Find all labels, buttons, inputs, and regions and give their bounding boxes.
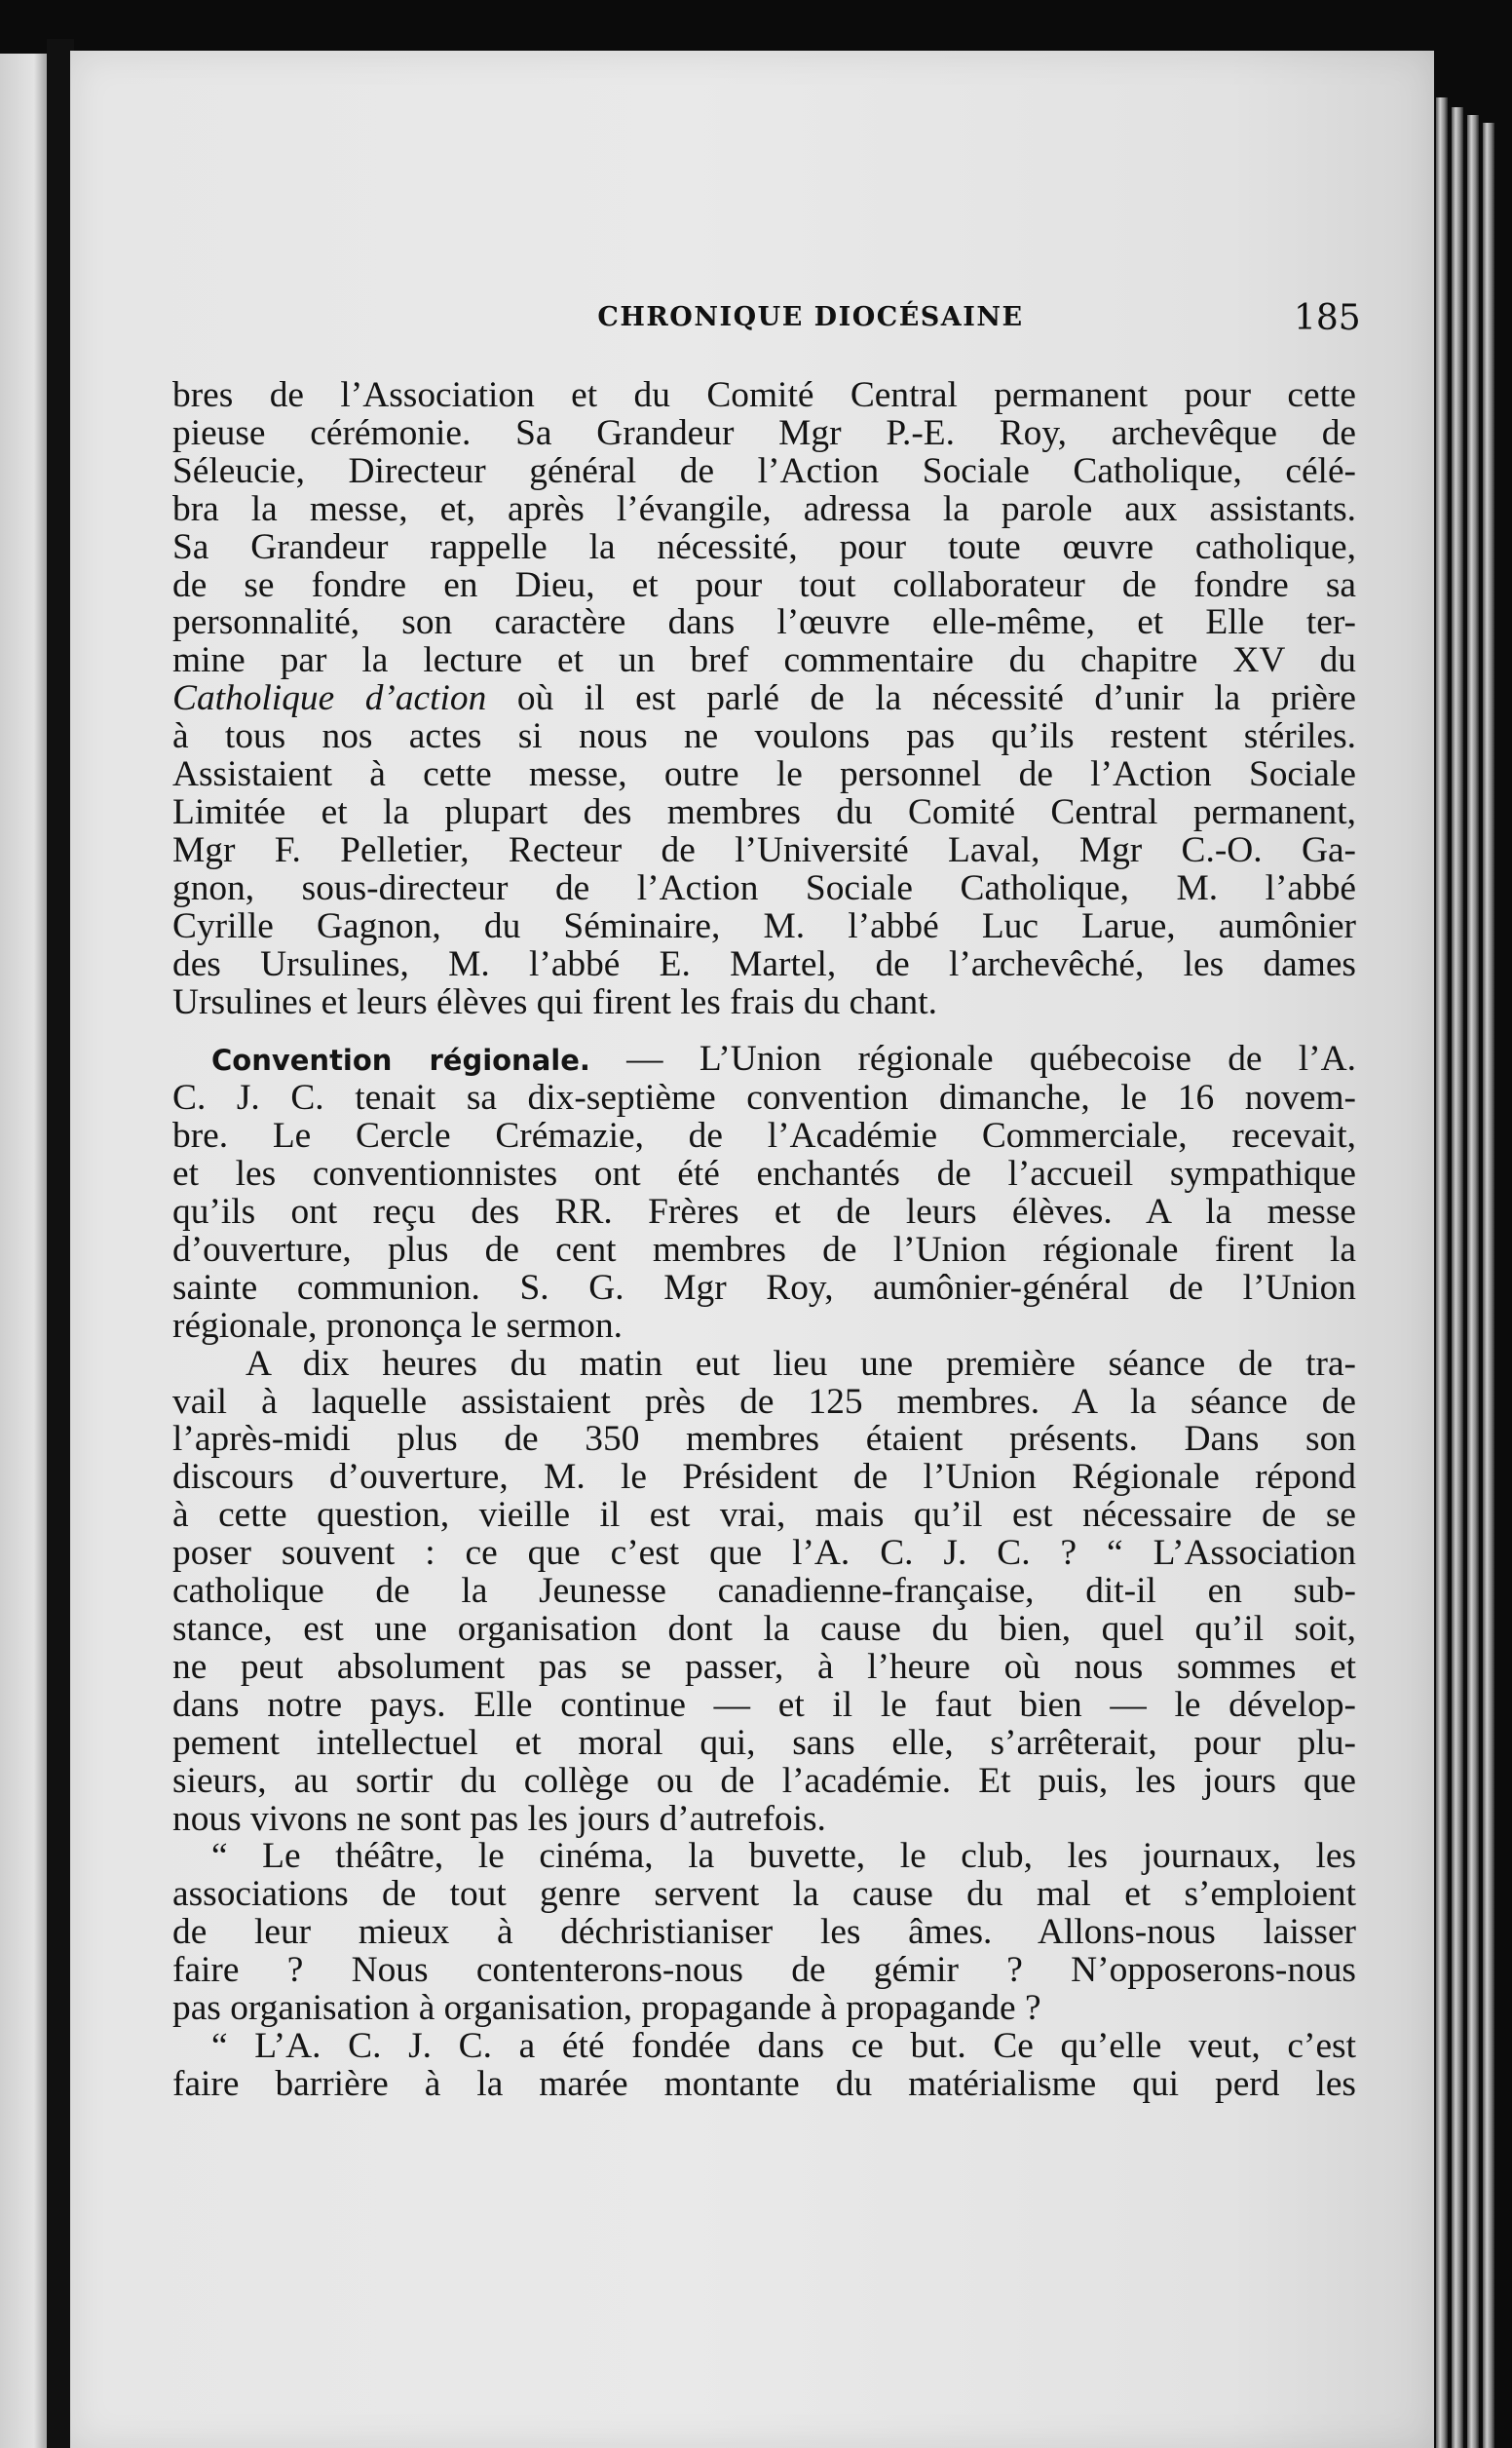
- text-line: bre. Le Cercle Crémazie, de l’Académie Commerciale, recevait,: [172, 1116, 1356, 1157]
- text-line: dans notre pays. Elle continue — et il le faut bien — le dévelop-: [172, 1684, 1356, 1725]
- text-line: Ursulines et leurs élèves qui firent les frais du chant.: [172, 981, 937, 1022]
- text-line: Séleucie, Directeur général de l’Action Sociale Catholique, célé-: [172, 450, 1356, 491]
- text-line: “ L’A. C. J. C. a été fondée dans ce but. Ce qu’elle veut, c’est: [211, 2025, 1356, 2066]
- text-line: Cyrille Gagnon, du Séminaire, M. l’abbé Luc Larue, aumônier: [172, 905, 1356, 946]
- text-line: A dix heures du matin eut lieu une première séance de tra-: [246, 1343, 1356, 1384]
- text-line: bres de l’Association et du Comité Central permanent pour cette: [172, 375, 1356, 415]
- text-line: Sa Grandeur rappelle la nécessité, pour toute œuvre catholique,: [172, 526, 1356, 567]
- text-fragment: où il est parlé de la nécessité d’unir la prière: [516, 678, 1356, 719]
- text-line: Limitée et la plupart des membres du Comité Central permanent,: [172, 791, 1356, 832]
- text-line: pieuse cérémonie. Sa Grandeur Mgr P.-E. Roy, archevêque de: [172, 412, 1356, 453]
- text-line: associations de tout genre servent la cause du mal et s’emploient: [172, 1874, 1356, 1915]
- page-number: 185: [1294, 298, 1361, 338]
- text-line: personnalité, son caractère dans l’œuvre elle-même, et Elle ter-: [172, 602, 1356, 643]
- italic-book-title: Catholique d’action: [172, 678, 487, 719]
- text-line: à tous nos actes si nous ne voulons pas qu’ils restent stériles.: [172, 716, 1356, 757]
- page-body: [172, 377, 1356, 2104]
- text-line: ne peut absolument pas se passer, à l’heure où nous sommes et: [172, 1646, 1356, 1687]
- text-line: faire barrière à la marée montante du matérialisme qui perd les: [172, 2063, 1356, 2104]
- page-stack-edge: [1483, 123, 1494, 2448]
- page-stack-edge: [1436, 97, 1448, 2448]
- text-line: de se fondre en Dieu, et pour tout collaborateur de fondre sa: [172, 564, 1356, 605]
- paragraph-acjc-purpose: [172, 2025, 1356, 2104]
- text-line: faire ? Nous contenterons-nous de gémir ? N’opposerons-nous: [172, 1950, 1356, 1991]
- text-line: qu’ils ont reçu des RR. Frères et de leurs élèves. A la messe: [172, 1192, 1356, 1233]
- text-line: sieurs, au sortir du collège ou de l’académie. Et puis, les jours que: [172, 1760, 1356, 1801]
- text-line: vail à laquelle assistaient près de 125 membres. A la séance de: [172, 1381, 1356, 1422]
- text-line: des Ursulines, M. l’abbé E. Martel, de l’archevêché, les dames: [172, 943, 1356, 984]
- text-line: Mgr F. Pelletier, Recteur de l’Université Laval, Mgr C.-O. Ga-: [172, 829, 1356, 870]
- paragraph-gap: [172, 1021, 1356, 1041]
- text-line: et les conventionnistes ont été enchantés de l’accueil sympathique: [172, 1154, 1356, 1195]
- text-line: “ Le théâtre, le cinéma, la buvette, le club, les journaux, les: [211, 1836, 1356, 1877]
- text-line: [172, 1041, 1356, 1080]
- text-line: sainte communion. S. G. Mgr Roy, aumônier-général de l’Union: [172, 1267, 1356, 1308]
- facing-page-edge: [0, 54, 49, 2448]
- text-line: gnon, sous-directeur de l’Action Sociale Catholique, M. l’abbé: [172, 867, 1356, 908]
- page-stack-edge: [1452, 107, 1463, 2448]
- text-fragment: — L’Union régionale québecoise de l’A.: [589, 1039, 1356, 1080]
- text-line: l’après-midi plus de 350 membres étaient présents. Dans son: [172, 1419, 1356, 1460]
- book-page: [70, 51, 1434, 2448]
- paragraph-first-session: [172, 1343, 1356, 1839]
- text-line: poser souvent : ce que c’est que l’A. C. J. C. ? “ L’Association: [172, 1533, 1356, 1574]
- paragraph-mass-ceremony: [172, 377, 1356, 1021]
- text-line: régionale, prononça le sermon.: [172, 1305, 624, 1346]
- text-line: pas organisation à organisation, propagande à propagande ?: [172, 1988, 1041, 2029]
- text-line: mine par la lecture et un bref commentaire du chapitre XV du: [172, 640, 1356, 681]
- text-line: discours d’ouverture, M. le Président de l’Union Régionale répond: [172, 1457, 1356, 1498]
- text-line: de leur mieux à déchristianiser les âmes. Allons-nous laisser: [172, 1912, 1356, 1953]
- text-line: d’ouverture, plus de cent membres de l’Union régionale firent la: [172, 1229, 1356, 1270]
- text-line: Assistaient à cette messe, outre le personnel de l’Action Sociale: [172, 754, 1356, 795]
- text-line: catholique de la Jeunesse canadienne-française, dit-il en sub-: [172, 1571, 1356, 1612]
- section-heading: Convention régionale.: [211, 1044, 590, 1078]
- text-line: nous vivons ne sont pas les jours d’autrefois.: [172, 1798, 826, 1839]
- page-stack-edge: [1467, 115, 1479, 2448]
- text-line: C. J. C. tenait sa dix-septième convention dimanche, le 16 novem-: [172, 1078, 1356, 1119]
- running-title: CHRONIQUE DIOCÉSAINE: [597, 302, 1024, 332]
- text-line: à cette question, vieille il est vrai, mais qu’il est nécessaire de se: [172, 1495, 1356, 1536]
- text-line: [172, 680, 1356, 718]
- paragraph-theatre-quote: [172, 1838, 1356, 2028]
- text-line: bra la messe, et, après l’évangile, adressa la parole aux assistants.: [172, 488, 1356, 529]
- text-line: pement intellectuel et moral qui, sans elle, s’arrêterait, pour plu-: [172, 1722, 1356, 1763]
- text-line: stance, est une organisation dont la cause du bien, quel qu’il soit,: [172, 1609, 1356, 1649]
- section-convention-regionale: [172, 1041, 1356, 1345]
